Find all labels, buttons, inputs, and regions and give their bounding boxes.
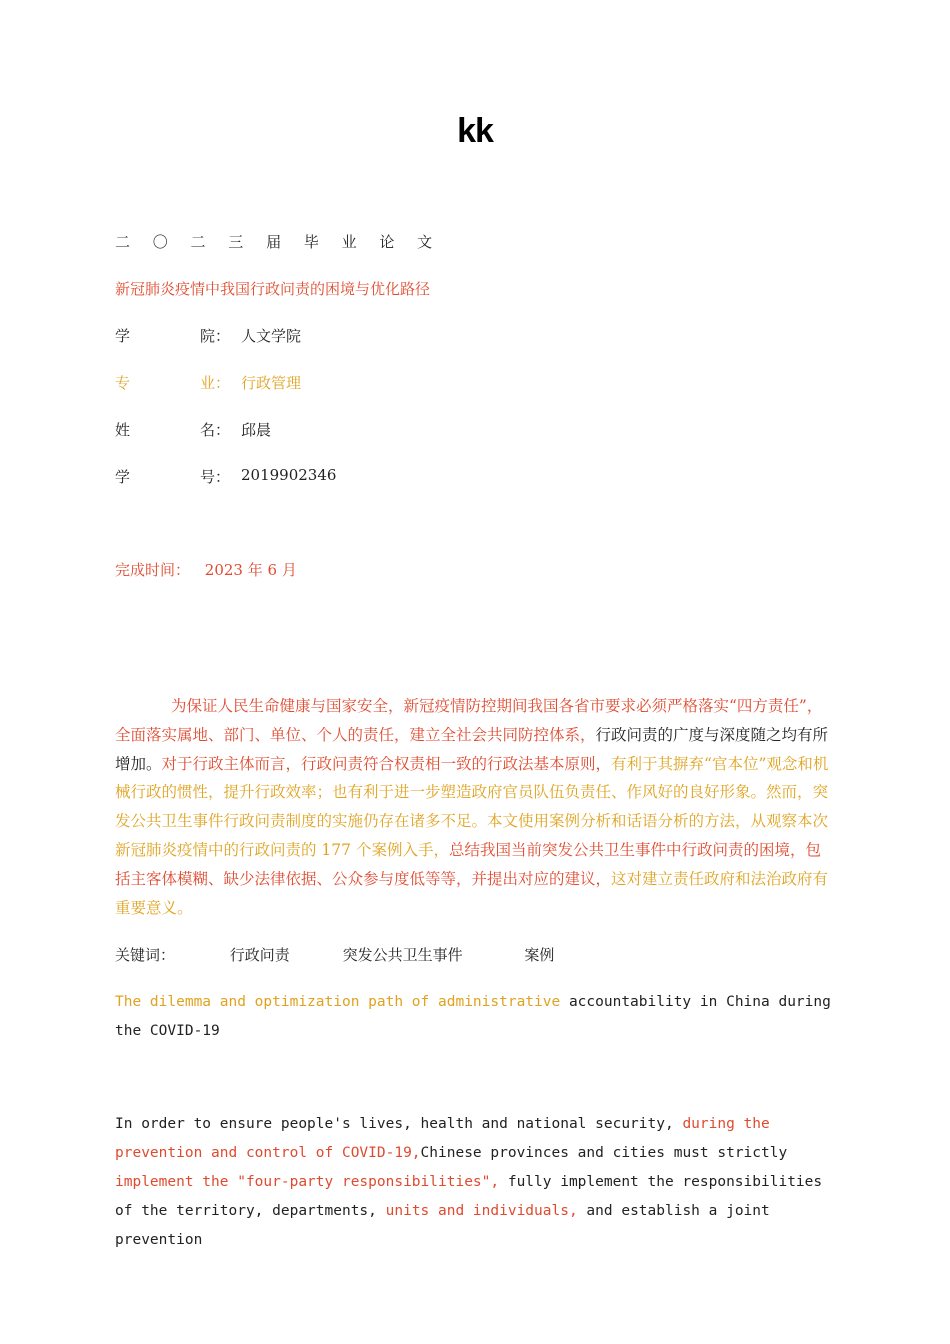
abstract-cn-s1: 为保证人民生命健康与国家安全，新冠疫情防控期间我国各省市要求必须严格落实“四方责任”，全面落实属地、部门、单位、个人的责任，建立全社会共同防控体系， [115,697,823,744]
abstract-cn-s4: 有利于其摒弃“官本位”观念和机械行政的惯性，提升行政效率；也有利于进一步塑造政府官员队伍负责任、作风好的良好形象。然而，突发公共卫生事件行政问责制度的实施仍存在诸多不足。本文使用案例分析和话语分析的方法，从观察本次新冠肺炎疫情中的行政问责的 177 个案例入手， [115,754,829,859]
abstract-en-s2: during the prevention and control of COVID-19, [115,1116,770,1161]
keyword-item: 行政问责 [229,946,290,964]
abstract-en-s7: and establish a joint prevention [115,1203,770,1248]
completion-value: 2023 年 6 月 [204,561,297,579]
abstract-cn-s6: 这对建立责任政府和法治政府有重要意义。 [115,869,829,917]
abstract-cn-s2: 行政问责的广度与深度随之均有所增加。 [115,725,829,773]
field-value: 2019902346 [241,466,337,484]
field-value: 邱晨 [241,421,272,439]
abstract-cn-s3: 对于行政主体而言，行政问责符合权责相一致的行政法基本原则， [161,754,612,773]
thesis-title: 新冠肺炎疫情中我国行政问责的困境与优化路径 [115,280,431,298]
abstract-en-s3: Chinese provinces and cities must strictly [420,1145,788,1161]
completion-date [115,559,297,580]
field-major [115,372,301,393]
keywords-label: 关键词： [115,946,176,964]
abstract-en-s6: units and individuals, [385,1203,578,1219]
field-label-2: 号： [200,468,231,486]
abstract-en-s5: fully implement the responsibilities of the territory, departments, [115,1174,823,1219]
field-college [115,325,301,346]
field-name [115,419,271,440]
field-label-1: 学 [115,327,131,345]
english-abstract [115,1110,835,1255]
completion-label: 完成时间： [115,561,191,579]
field-label-2: 名： [200,421,231,439]
document-title: kk [457,112,493,150]
english-title [115,988,835,1046]
field-label-2: 院： [200,327,231,345]
keyword-item: 突发公共卫生事件 [342,946,463,964]
field-student-id [115,466,336,487]
english-title-part2: accountability in China during the COVID-19 [115,994,831,1039]
field-value: 人文学院 [241,327,302,345]
abstract-cn-s5: 总结我国当前突发公共卫生事件中行政问责的困境，包括主客体模糊、缺少法律依据、公众参与度低等等，并提出对应的建议， [115,840,821,888]
field-value: 行政管理 [241,374,302,392]
field-label-1: 专 [115,374,131,392]
keywords [115,944,554,965]
field-label-1: 姓 [115,421,131,439]
field-label-1: 学 [115,468,131,486]
abstract-en-s1: In order to ensure people's lives, health and national security, [115,1116,683,1132]
thesis-year-heading: 二 〇 二 三 届 毕 业 论 文 [115,233,442,251]
keyword-item: 案例 [524,946,555,964]
field-label-2: 业： [200,374,231,392]
abstract-en-s4: implement the "four-party responsibilities", [115,1174,500,1190]
english-title-part1: The dilemma and optimization path of administrative [115,994,561,1010]
chinese-abstract [115,692,835,922]
